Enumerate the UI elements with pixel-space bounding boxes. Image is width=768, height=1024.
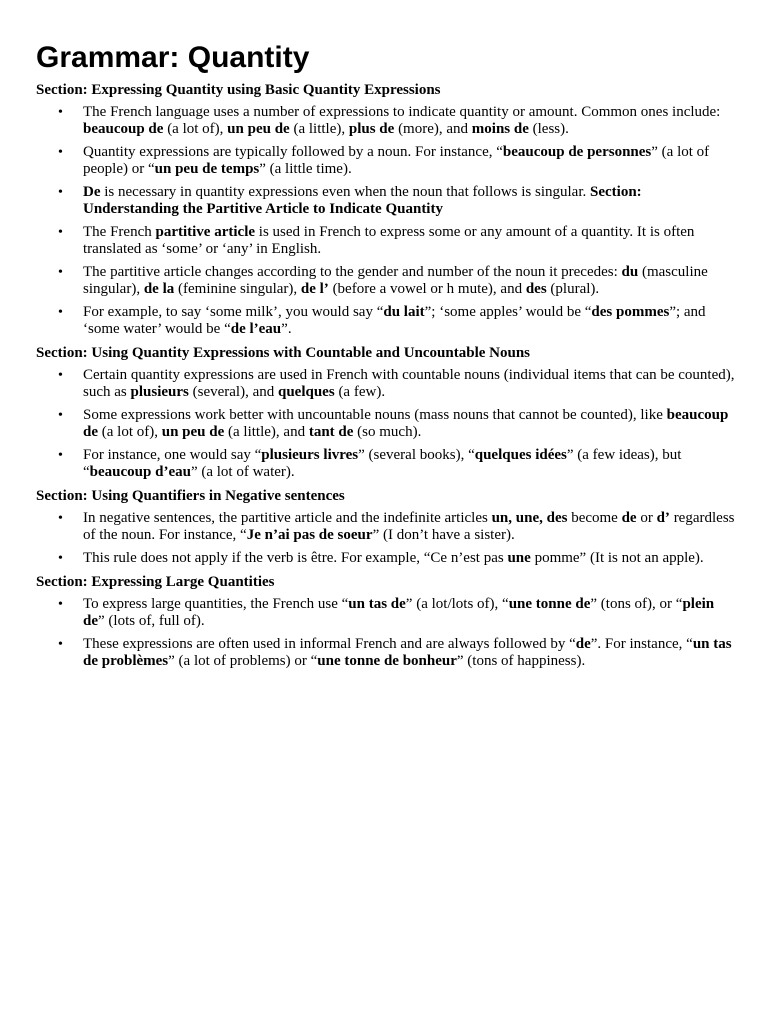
text-run: ”. For instance, “ xyxy=(590,636,693,652)
bullet-list xyxy=(36,104,736,338)
list-item xyxy=(36,636,736,670)
text-run: ” (a lot of people) or “ xyxy=(83,144,710,177)
bullet-icon: • xyxy=(58,551,63,566)
bold-term: beaucoup de personnes xyxy=(502,144,652,160)
bold-term: plusieurs livres xyxy=(261,447,359,463)
text-run: (a lot of), xyxy=(163,121,228,137)
bold-term: plus de xyxy=(348,121,395,137)
list-item xyxy=(36,304,736,338)
bold-term: beaucoup de xyxy=(83,407,729,440)
bold-term: du lait xyxy=(383,304,425,320)
list-item xyxy=(36,224,736,258)
bullet-icon: • xyxy=(58,305,63,320)
bold-term: un peu de xyxy=(161,424,225,440)
list-item xyxy=(36,144,736,178)
text-run: This rule does not apply if the verb is être. For example, “Ce n’est pas xyxy=(83,550,508,566)
text-run: (less). xyxy=(528,121,569,137)
bold-term: une tonne de xyxy=(508,596,591,612)
bold-term: une tonne de bonheur xyxy=(317,653,457,669)
bold-term: plusieurs xyxy=(130,384,189,400)
bold-term: un, une, des xyxy=(491,510,568,526)
text-run: (a little), and xyxy=(224,424,309,440)
text-run: is necessary in quantity expressions even when the noun that follows is singular. xyxy=(100,184,590,200)
text-run: For example, to say ‘some milk’, you would say “ xyxy=(83,304,384,320)
text-run: (masculine singular), xyxy=(83,264,708,297)
bold-term: plein de xyxy=(83,596,715,629)
bold-term: Je n’ai pas de soeur xyxy=(246,527,373,543)
bold-term: des pommes xyxy=(591,304,670,320)
text-run: Certain quantity expressions are used in French with countable nouns (individual items that can be counted), such as xyxy=(83,367,735,400)
text-run: ” (a lot of problems) or “ xyxy=(168,653,318,669)
text-run: ” (I don’t have a sister). xyxy=(372,527,515,543)
text-run: become xyxy=(567,510,622,526)
text-run: (several), and xyxy=(188,384,278,400)
bold-term: un tas de problèmes xyxy=(83,636,732,669)
bold-term: de l’eau xyxy=(230,321,282,337)
text-run: Some expressions work better with uncountable nouns (mass nouns that cannot be counted), like xyxy=(83,407,667,423)
text-run: or xyxy=(636,510,657,526)
text-run: (feminine singular), xyxy=(174,281,301,297)
bold-term: d’ xyxy=(656,510,670,526)
text-run: (a few). xyxy=(334,384,386,400)
text-run: The partitive article changes according to the gender and number of the noun it precedes: xyxy=(83,264,622,280)
bullet-list xyxy=(36,510,736,567)
list-item xyxy=(36,104,736,138)
bold-term: du xyxy=(621,264,639,280)
list-item xyxy=(36,184,736,218)
text-run: To express large quantities, the French use “ xyxy=(83,596,349,612)
text-run: In negative sentences, the partitive article and the indefinite articles xyxy=(83,510,492,526)
bold-term: un tas de xyxy=(348,596,406,612)
bold-term: beaucoup de xyxy=(83,121,164,137)
text-run: ”; ‘some apples’ would be “ xyxy=(424,304,592,320)
bold-term: Section: Understanding the Partitive Article to Indicate Quantity xyxy=(83,184,642,217)
bold-term: quelques idées xyxy=(474,447,567,463)
text-run: pomme” (It is not an apple). xyxy=(530,550,704,566)
list-item xyxy=(36,510,736,544)
list-item xyxy=(36,407,736,441)
bullet-list xyxy=(36,596,736,670)
text-run: (so much). xyxy=(353,424,422,440)
text-run: (a lot of), xyxy=(98,424,162,440)
bold-term: une xyxy=(507,550,531,566)
text-run: ” (a few ideas), but “ xyxy=(83,447,682,480)
text-run: (more), and xyxy=(394,121,472,137)
bold-term: quelques xyxy=(277,384,335,400)
list-item xyxy=(36,367,736,401)
bold-term: partitive article xyxy=(155,224,256,240)
bold-term: un peu de xyxy=(227,121,290,137)
list-item xyxy=(36,550,736,567)
bullet-icon: • xyxy=(58,597,63,612)
text-run: ” (lots of, full of). xyxy=(98,613,205,629)
list-item xyxy=(36,596,736,630)
bold-term: de xyxy=(621,510,637,526)
bullet-icon: • xyxy=(58,265,63,280)
bold-term: des xyxy=(525,281,547,297)
text-run: These expressions are often used in informal French and are always followed by “ xyxy=(83,636,576,652)
bullet-icon: • xyxy=(58,368,63,383)
text-run: ”. xyxy=(281,321,292,337)
sections-container xyxy=(36,81,736,670)
text-run: ” (a lot/lots of), “ xyxy=(405,596,509,612)
section-heading: Section: Expressing Large Quantities xyxy=(36,574,275,590)
text-run: regardless of the noun. For instance, “ xyxy=(83,510,735,543)
list-item xyxy=(36,447,736,481)
section-heading: Section: Expressing Quantity using Basic Quantity Expressions xyxy=(36,82,441,98)
bold-term: tant de xyxy=(308,424,354,440)
text-run: For instance, one would say “ xyxy=(83,447,262,463)
text-run: ” (tons of), or “ xyxy=(590,596,683,612)
text-run: (a little), xyxy=(289,121,349,137)
bold-term: De xyxy=(83,184,101,200)
bold-term: un peu de temps xyxy=(154,161,260,177)
bold-term: de l’ xyxy=(300,281,329,297)
text-run: ” (several books), “ xyxy=(358,447,475,463)
document-page xyxy=(36,40,736,676)
bold-term: moins de xyxy=(471,121,529,137)
bullet-list xyxy=(36,367,736,481)
bullet-icon: • xyxy=(58,105,63,120)
bold-term: de xyxy=(575,636,591,652)
bullet-icon: • xyxy=(58,448,63,463)
page-title: Grammar: Quantity xyxy=(36,41,310,74)
section-heading: Section: Using Quantifiers in Negative sentences xyxy=(36,488,345,504)
text-run: ” (tons of happiness). xyxy=(456,653,586,669)
text-run: The French language uses a number of expressions to indicate quantity or amount. Common ones include: xyxy=(83,104,721,120)
bullet-icon: • xyxy=(58,637,63,652)
bullet-icon: • xyxy=(58,408,63,423)
text-run: (before a vowel or h mute), and xyxy=(328,281,526,297)
bullet-icon: • xyxy=(58,511,63,526)
text-run: ”; and ‘some water’ would be “ xyxy=(83,304,706,337)
text-run: (plural). xyxy=(546,281,600,297)
text-run: Quantity expressions are typically followed by a noun. For instance, “ xyxy=(83,144,503,160)
bullet-icon: • xyxy=(58,225,63,240)
text-run: is used in French to express some or any amount of a quantity. It is often translated as ‘some’ or ‘any’ in English. xyxy=(83,224,695,257)
text-run: ” (a lot of water). xyxy=(190,464,295,480)
list-item xyxy=(36,264,736,298)
text-run: The French xyxy=(83,224,156,240)
bullet-icon: • xyxy=(58,145,63,160)
text-run: ” (a little time). xyxy=(259,161,352,177)
bold-term: de la xyxy=(143,281,175,297)
bullet-icon: • xyxy=(58,185,63,200)
section-heading: Section: Using Quantity Expressions with Countable and Uncountable Nouns xyxy=(36,345,530,361)
bold-term: beaucoup d’eau xyxy=(89,464,191,480)
